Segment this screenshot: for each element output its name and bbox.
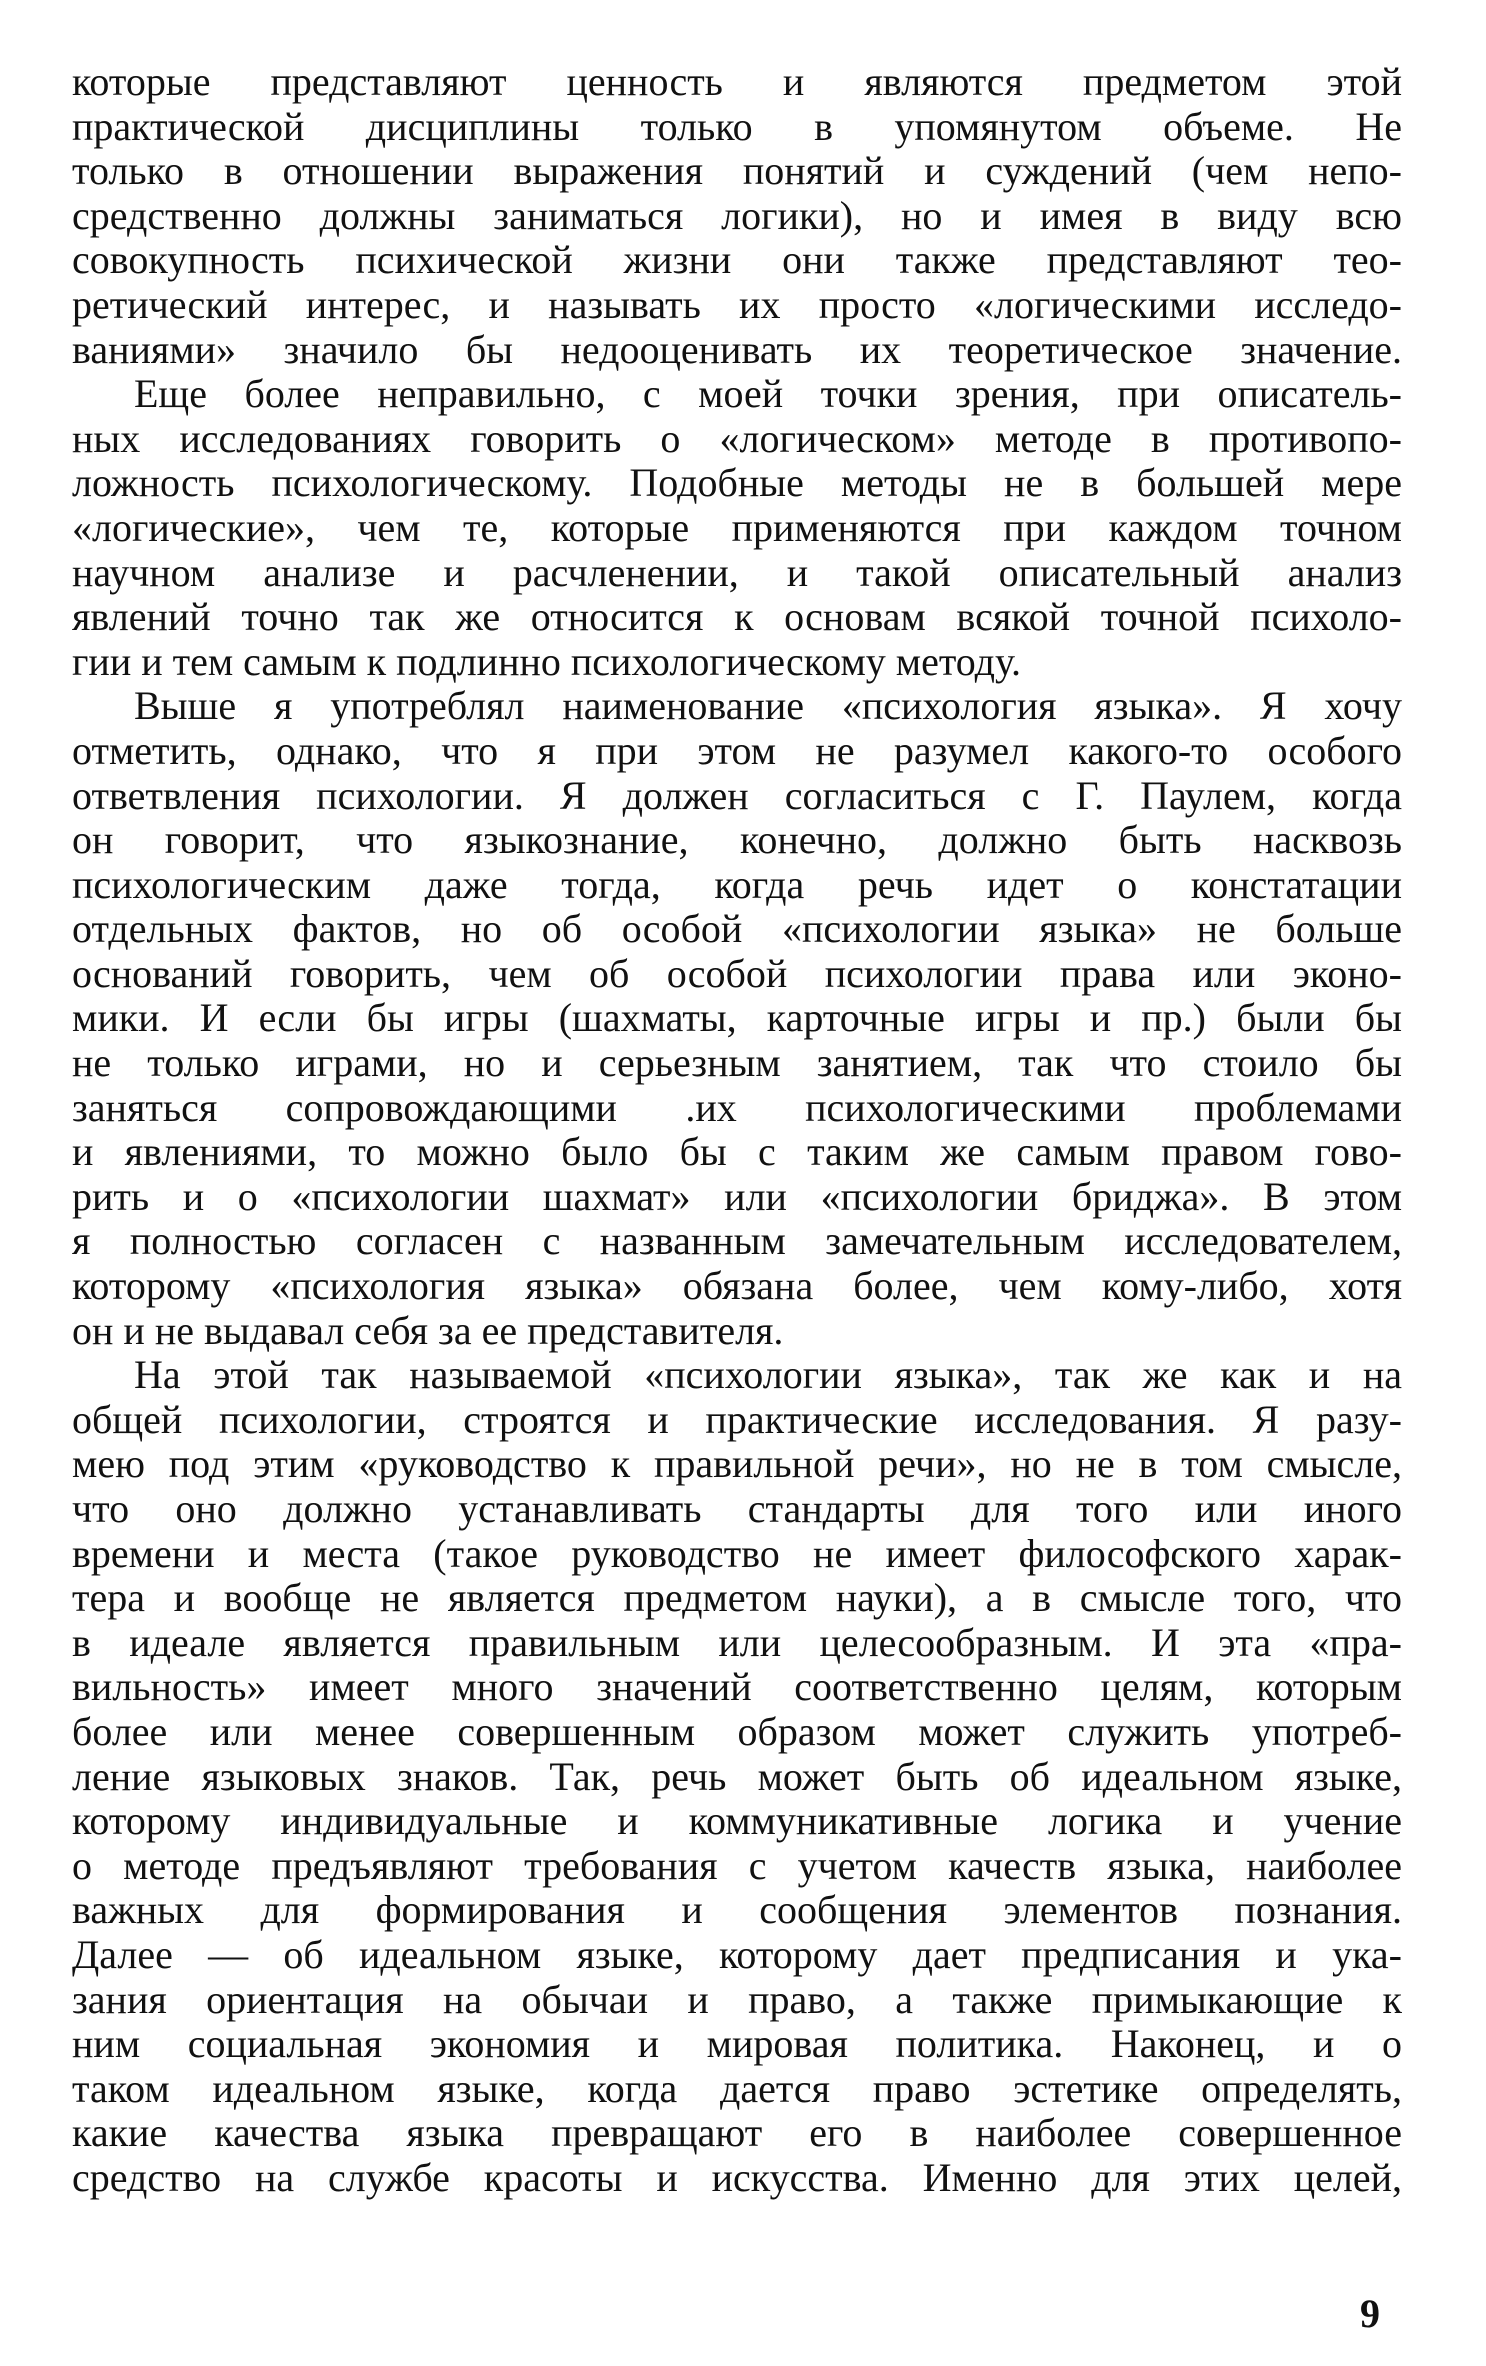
text-line: таком идеальном языке, когда дается право эстетике определять,	[72, 2065, 1402, 2111]
text-line: вильность» имеет много значений соответственно целям, которым	[72, 1664, 1402, 1710]
text-line: гии и тем самым к подлинно психологическому методу.	[72, 638, 1021, 684]
text-line: заняться сопровождающими .их психологическими проблемами	[72, 1084, 1402, 1130]
text-line: практической дисциплины только в упомянутом объеме. Не	[72, 103, 1402, 149]
text-line: времени и места (такое руководство не имеет философского харак-	[72, 1530, 1402, 1576]
text-line: оснований говорить, чем об особой психологии права или эконо-	[72, 950, 1402, 996]
paragraph	[72, 60, 1402, 372]
text-line: отдельных фактов, но об особой «психологии языка» не больше	[72, 906, 1402, 952]
text-line: которые представляют ценность и являются предметом этой	[72, 59, 1402, 104]
text-line: я полностью согласен с названным замечательным исследователем,	[72, 1218, 1402, 1264]
text-line: которому индивидуальные и коммуникативные логика и учение	[72, 1798, 1402, 1844]
text-line: только в отношении выражения понятий и суждений (чем непо-	[72, 148, 1402, 194]
text-line: рить и о «психологии шахмат» или «психологии бриджа». В этом	[72, 1173, 1402, 1219]
text-line: и явлениями, то можно было бы с таким же самым правом гово-	[72, 1129, 1402, 1175]
text-line: зания ориентация на обычаи и право, а также примыкающие к	[72, 1976, 1402, 2022]
text-line: отметить, однако, что я при этом не разумел какого-то особого	[72, 727, 1402, 773]
text-line: более или менее совершенным образом может служить употреб-	[72, 1708, 1402, 1754]
text-line: явлений точно так же относится к основам всякой точной психоло-	[72, 594, 1402, 640]
text-line: он и не выдавал себя за ее представителя.	[72, 1307, 784, 1353]
text-line: он говорит, что языкознание, конечно, должно быть насквозь	[72, 817, 1402, 863]
text-line: ваниями» значило бы недооценивать их теоретическое значение.	[72, 326, 1402, 372]
text-line: в идеале является правильным или целесообразным. И эта «пра-	[72, 1619, 1402, 1665]
text-line: какие качества языка превращают его в наиболее совершенное	[72, 2110, 1402, 2156]
page-number: 9	[1360, 2291, 1380, 2336]
text-line: тера и вообще не является предметом науки), а в смысле того, что	[72, 1575, 1402, 1621]
text-line: На этой так называемой «психологии языка», так же как и на	[134, 1352, 1402, 1398]
text-line: не только играми, но и серьезным занятием, так что стоило бы	[72, 1040, 1402, 1086]
text-line: «логические», чем те, которые применяются при каждом точном	[72, 504, 1402, 550]
text-line: Далее — об идеальном языке, которому дает предписания и ука-	[72, 1931, 1402, 1977]
text-line: ложность психологическому. Подобные методы не в большей мере	[72, 460, 1402, 506]
text-line: которому «психология языка» обязана более, чем кому-либо, хотя	[72, 1263, 1402, 1309]
paragraph	[72, 684, 1402, 1353]
text-line: мики. И если бы игры (шахматы, карточные игры и пр.) были бы	[72, 995, 1402, 1041]
text-line: ных исследованиях говорить о «логическом» методе в противопо-	[72, 415, 1402, 461]
paragraph	[72, 1353, 1402, 2200]
text-line: мею под этим «руководство к правильной речи», но не в том смысле,	[72, 1441, 1402, 1487]
text-line: Еще более неправильно, с моей точки зрения, при описатель-	[134, 371, 1402, 417]
text-line: совокупность психической жизни они также представляют тео-	[72, 237, 1402, 283]
text-line: ответвления психологии. Я должен согласиться с Г. Паулем, когда	[72, 772, 1402, 818]
paragraph	[72, 372, 1402, 684]
text-line: ление языковых знаков. Так, речь может быть об идеальном языке,	[72, 1753, 1402, 1799]
text-line: ретический интерес, и называть их просто «логическими исследо-	[72, 281, 1402, 327]
text-line: общей психологии, строятся и практические исследования. Я разу-	[72, 1396, 1402, 1442]
text-line: ним социальная экономия и мировая политика. Наконец, и о	[72, 2021, 1402, 2067]
text-line: о методе предъявляют требования с учетом качеств языка, наиболее	[72, 1842, 1402, 1888]
page-text-block	[72, 60, 1402, 2201]
text-line: средственно должны заниматься логики), но и имея в виду всю	[72, 192, 1402, 238]
text-line: Выше я употреблял наименование «психология языка». Я хочу	[134, 683, 1402, 729]
text-line: научном анализе и расчленении, и такой описательный анализ	[72, 549, 1402, 595]
text-line: средство на службе красоты и искусства. Именно для этих целей,	[72, 2154, 1402, 2200]
text-line: что оно должно устанавливать стандарты для того или иного	[72, 1486, 1402, 1531]
text-line: важных для формирования и сообщения элементов познания.	[72, 1887, 1402, 1933]
text-line: психологическим даже тогда, когда речь идет о констатации	[72, 861, 1402, 907]
